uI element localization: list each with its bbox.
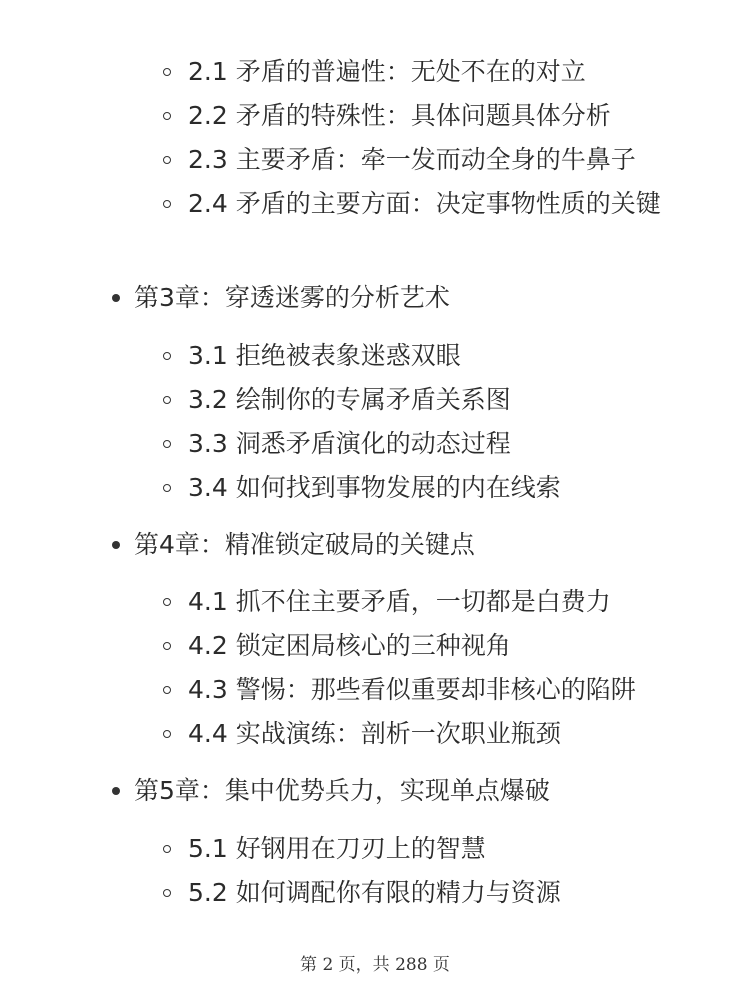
toc-item-label: 5.1 好钢用在刀刃上的智慧 xyxy=(188,834,486,863)
hollow-bullet-icon xyxy=(163,200,171,208)
hollow-bullet-icon xyxy=(163,889,171,897)
filled-bullet-icon xyxy=(112,294,120,302)
toc-item[interactable] xyxy=(0,54,750,90)
hollow-bullet-icon xyxy=(163,730,171,738)
hollow-bullet-icon xyxy=(163,396,171,404)
chapter-title: 第3章：穿透迷雾的分析艺术 xyxy=(134,283,450,312)
toc-item[interactable] xyxy=(0,98,750,134)
filled-bullet-icon xyxy=(112,787,120,795)
hollow-bullet-icon xyxy=(163,352,171,360)
section-5-items xyxy=(0,831,750,919)
chapter-5-heading[interactable] xyxy=(0,773,750,809)
section-3-items xyxy=(0,338,750,514)
toc-item-label: 2.2 矛盾的特殊性：具体问题具体分析 xyxy=(188,101,611,130)
hollow-bullet-icon xyxy=(163,845,171,853)
hollow-bullet-icon xyxy=(163,68,171,76)
toc-item[interactable] xyxy=(0,142,750,178)
hollow-bullet-icon xyxy=(163,484,171,492)
toc-item[interactable] xyxy=(0,338,750,374)
hollow-bullet-icon xyxy=(163,156,171,164)
toc-item-label: 5.2 如何调配你有限的精力与资源 xyxy=(188,878,561,907)
toc-item[interactable] xyxy=(0,672,750,708)
toc-item-label: 4.1 抓不住主要矛盾，一切都是白费力 xyxy=(188,587,611,616)
chapter-4-heading[interactable] xyxy=(0,527,750,563)
toc-item[interactable] xyxy=(0,186,750,222)
section-4-items xyxy=(0,584,750,760)
toc-item-label: 4.3 警惕：那些看似重要却非核心的陷阱 xyxy=(188,675,636,704)
toc-item[interactable] xyxy=(0,584,750,620)
toc-item-label: 3.3 洞悉矛盾演化的动态过程 xyxy=(188,429,511,458)
toc-item[interactable] xyxy=(0,716,750,752)
toc-item[interactable] xyxy=(0,628,750,664)
toc-item-label: 4.4 实战演练：剖析一次职业瓶颈 xyxy=(188,719,561,748)
hollow-bullet-icon xyxy=(163,642,171,650)
page-footer: 第 2 页，共 288 页 xyxy=(300,955,450,975)
toc-item-label: 3.1 拒绝被表象迷惑双眼 xyxy=(188,341,461,370)
hollow-bullet-icon xyxy=(163,112,171,120)
section-2-items xyxy=(0,54,750,230)
hollow-bullet-icon xyxy=(163,440,171,448)
toc-item-label: 4.2 锁定困局核心的三种视角 xyxy=(188,631,511,660)
toc-item-label: 2.1 矛盾的普遍性：无处不在的对立 xyxy=(188,57,586,86)
hollow-bullet-icon xyxy=(163,686,171,694)
hollow-bullet-icon xyxy=(163,598,171,606)
toc-item[interactable] xyxy=(0,470,750,506)
toc-item-label: 2.3 主要矛盾：牵一发而动全身的牛鼻子 xyxy=(188,145,636,174)
toc-item[interactable] xyxy=(0,831,750,867)
toc-item-label: 2.4 矛盾的主要方面：决定事物性质的关键 xyxy=(188,189,661,218)
toc-item[interactable] xyxy=(0,382,750,418)
toc-item-label: 3.4 如何找到事物发展的内在线索 xyxy=(188,473,561,502)
toc-item[interactable] xyxy=(0,426,750,462)
chapter-title: 第4章：精准锁定破局的关键点 xyxy=(134,530,475,559)
toc-item[interactable] xyxy=(0,875,750,911)
toc-item-label: 3.2 绘制你的专属矛盾关系图 xyxy=(188,385,511,414)
chapter-title: 第5章：集中优势兵力，实现单点爆破 xyxy=(134,776,550,805)
chapter-3-heading[interactable] xyxy=(0,280,750,316)
filled-bullet-icon xyxy=(112,541,120,549)
